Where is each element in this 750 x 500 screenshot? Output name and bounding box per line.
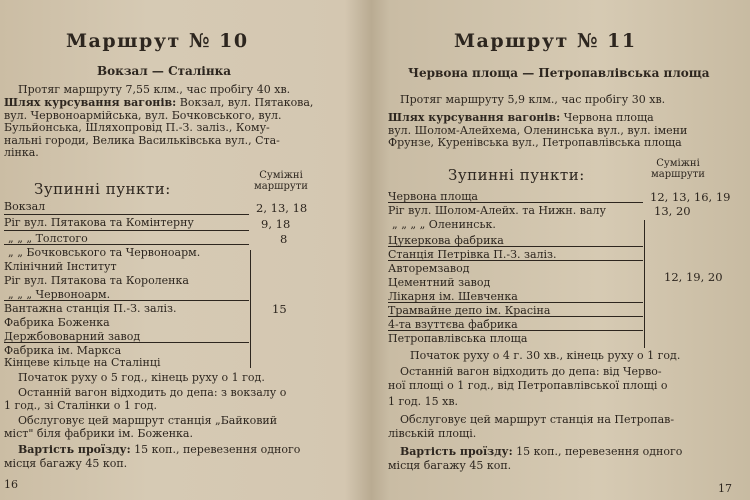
service-line: лівській площі. <box>388 427 477 440</box>
service-line: Обслуговує цей маршрут станція „Байковий <box>18 414 278 427</box>
route-length: Протяг маршруту 5,9 клм., час пробігу 30 хв. <box>400 93 666 106</box>
group-bracket <box>644 220 645 348</box>
stop-item: Петропавлівська площа <box>388 332 528 345</box>
stop-item: Червона площа <box>388 190 478 203</box>
stops-heading: Зупинні пункти: <box>34 180 171 198</box>
adjacent-routes-group-value: 12, 19, 20 <box>664 270 723 284</box>
page-number: 17 <box>718 482 732 495</box>
stop-item: Ріг вул. Шолом-Алейх. та Нижн. валу <box>388 204 606 217</box>
stop-item: Авторемзавод <box>388 262 470 275</box>
fare-label: Вартість проїзду: <box>18 443 131 456</box>
stop-item: 4-та взуттєва фабрика <box>388 318 518 331</box>
fare-line: місця багажу 45 коп. <box>388 459 512 472</box>
stop-item: Лікарня ім. Шевченка <box>388 290 518 303</box>
adjacent-routes-heading: Суміжні маршрути <box>254 170 308 192</box>
rule <box>388 302 643 303</box>
adjacent-routes-value: 2, 13, 18 <box>256 201 308 215</box>
adjacent-routes-value: 13, 20 <box>654 204 691 218</box>
stop-item: Держбововарний завод <box>4 330 141 343</box>
path-line: лінка. <box>4 146 39 159</box>
schedule-line: Початок руху о 5 год., кінець руху о 1 год. <box>18 371 265 384</box>
right-page <box>378 0 750 500</box>
route-path <box>4 97 313 160</box>
path-line: Бульйонська, Шляхопровід П.-З. заліз., Кому- <box>4 121 270 134</box>
service-line: Обслуговує цей маршрут станція на Петропав- <box>400 413 675 426</box>
fare-line: Вартість проїзду: 15 коп., перевезення одного <box>400 445 683 458</box>
path-line: Червона площа <box>560 111 654 124</box>
path-line: нальні городи, Велика Васильківська вул., Ста- <box>4 133 280 147</box>
rule <box>388 246 643 247</box>
route-name: Червона площа — Петропавлівська площа <box>408 66 710 80</box>
stop-item: „ „ Бочковського та Червоноарм. <box>8 246 201 259</box>
group-bracket <box>250 250 251 368</box>
path-line: Фрунзе, Куренівська вул., Петропавлівська площа <box>388 136 682 149</box>
schedule-line: 1 год. 15 хв. <box>388 395 459 408</box>
rule <box>4 214 249 215</box>
stop-item: Станція Петрівка П.-З. заліз. <box>388 248 557 261</box>
stop-item: Трамвайне депо ім. Красіна <box>388 304 551 317</box>
route-path <box>388 112 687 150</box>
schedule-line: Останній вагон відходить до депа: від Черво- <box>400 365 662 378</box>
stop-item: „ „ „ „ Оленинськ. <box>392 218 496 231</box>
path-line: вул. Шолом-Алейхема, Оленинська вул., вул. імени <box>388 123 688 137</box>
rule <box>4 342 249 343</box>
left-page <box>0 0 372 500</box>
stop-item: Клінічний Інститут <box>4 260 117 273</box>
adjacent-routes-value: 9, 18 <box>261 217 291 231</box>
stop-item: Вантажна станція П.-З. заліз. <box>4 302 177 315</box>
stop-item: Кінцеве кільце на Сталінці <box>4 356 161 369</box>
schedule-line: Останній вагон відходить до депа: з вокзалу о <box>18 386 287 399</box>
stop-item: Ріг вул. Пятакова та Комінтерну <box>4 216 194 229</box>
schedule-line: Початок руху о 4 г. 30 хв., кінець руху о 1 год. <box>410 349 681 362</box>
adjacent-routes-value: 12, 13, 16, 19 <box>650 190 731 204</box>
adjacent-routes-value: 8 <box>280 232 288 246</box>
service-line: міст" біля фабрики ім. Боженка. <box>4 427 193 440</box>
rule <box>388 316 643 317</box>
path-label: Шлях курсування вагонів: <box>4 96 177 109</box>
rule <box>4 230 249 231</box>
path-line: вул. Червоноармійська, вул. Бочковського, вул. <box>4 108 282 122</box>
stop-item: „ „ „ Червоноарм. <box>8 288 111 301</box>
route-name: Вокзал — Сталінка <box>97 64 232 78</box>
schedule-line: ної площі о 1 год., від Петропавлівської площі о <box>388 379 668 392</box>
stop-item: „ „ „ Толстого <box>8 232 88 245</box>
rule <box>388 202 643 203</box>
path-label: Шлях курсування вагонів: <box>388 111 561 124</box>
route-title: Маршрут № 10 <box>66 30 249 52</box>
stop-item: Цементний завод <box>388 276 491 289</box>
rule <box>4 244 249 245</box>
schedule-line: 1 год., зі Сталінки о 1 год. <box>4 399 158 412</box>
fare-label: Вартість проїзду: <box>400 445 513 458</box>
rule <box>388 330 643 331</box>
route-length: Протяг маршруту 7,55 клм., час пробігу 40 хв. <box>18 83 291 96</box>
stop-item: Ріг вул. Пятакова та Короленка <box>4 274 189 287</box>
stops-heading: Зупинні пункти: <box>448 166 585 184</box>
path-line: Вокзал, вул. Пятакова, <box>176 96 314 109</box>
adjacent-routes-heading: Суміжні маршрути <box>651 158 705 180</box>
adjacent-routes-group-value: 15 <box>272 302 287 316</box>
page-number: 16 <box>4 478 18 491</box>
rule <box>388 260 643 261</box>
stop-item: Фабрика ім. Маркса <box>4 344 122 357</box>
fare-line: місця багажу 45 коп. <box>4 457 128 470</box>
rule <box>4 300 249 301</box>
route-title: Маршрут № 11 <box>454 30 637 52</box>
fare-line: Вартість проїзду: 15 коп., перевезення одного <box>18 443 301 456</box>
stop-item: Фабрика Боженка <box>4 316 110 329</box>
stop-item: Вокзал <box>4 200 46 213</box>
stop-item: Цукеркова фабрика <box>388 234 504 247</box>
